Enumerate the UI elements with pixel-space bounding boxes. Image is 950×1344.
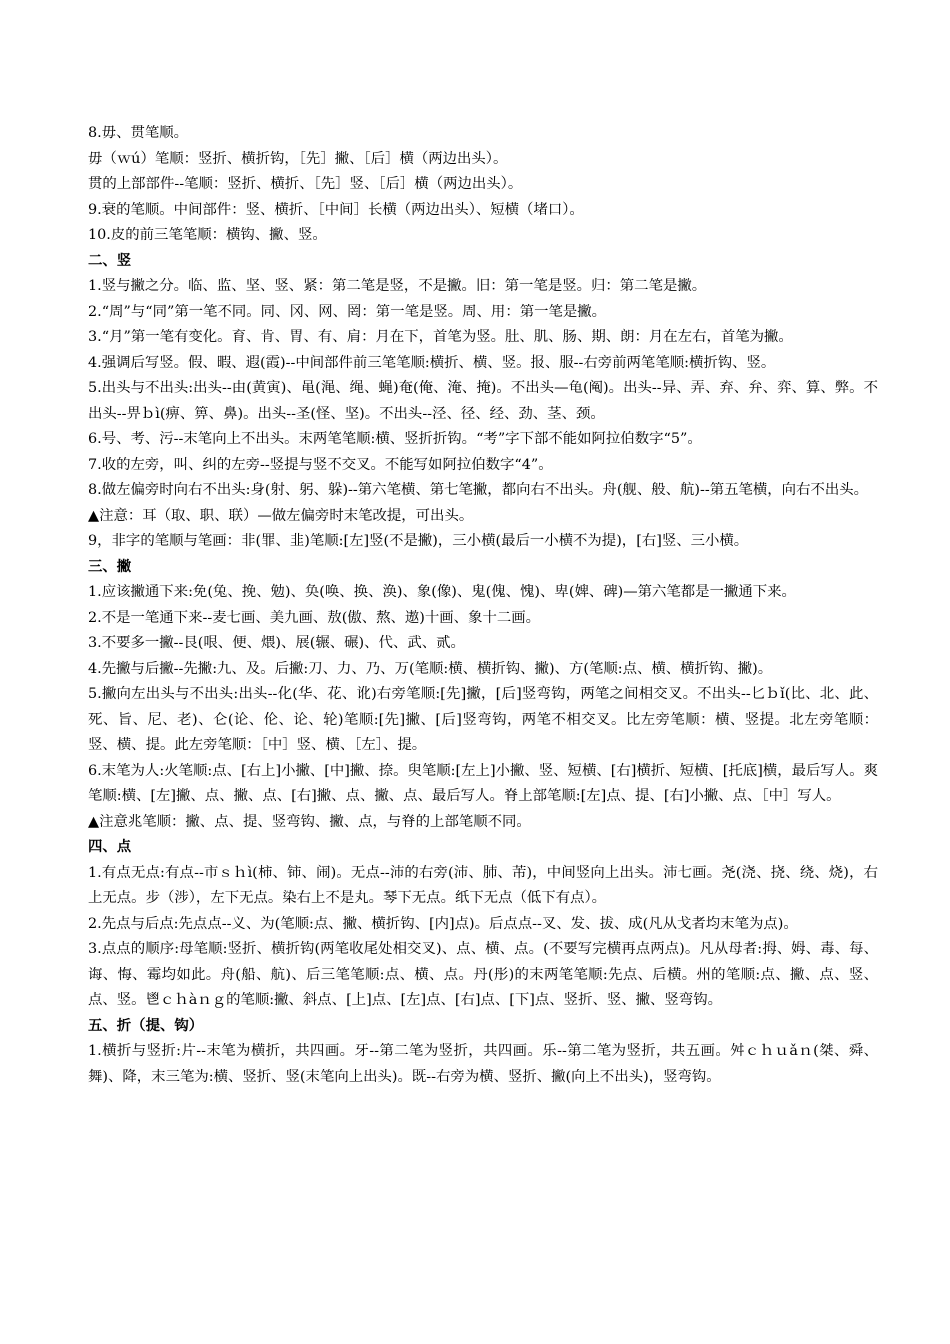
paragraph-dian-3: 3.点点的顺序:母笔顺:竖折、横折钩(两笔收尾处相交叉)、点、横、点。(不要写完横再点两点)。凡从母者:拇、姆、毒、每、诲、悔、霉均如此。舟(船、航)、后三笔笔顺:点、横、点。丹(彤)的末两笔笔顺:先点、后横。州的笔顺:点、撇、点、竖、点、竖。鬯ｃｈàｎｇ的笔顺:撇、斜点、[上]点、[左]点、[右]点、[下]点、竖折、竖、撇、竖弯钩。 <box>88 941 878 1008</box>
paragraph-dian-2: 2.先点与后点:先点点--义、为(笔顺:点、撇、横折钩、[内]点)。后点点--叉、发、拔、成(凡从戈者均末笔为点)。 <box>88 915 798 932</box>
paragraph-shu-8: 8.做左偏旁时向右不出头:身(射、躬、躲)--第六笔横、第七笔撇，都向右不出头。舟(舰、般、航)--第五笔横，向右不出头。 <box>88 482 869 498</box>
paragraph-shu-3: 3.“月”第一笔有变化。育、肯、胃、有、肩：月在下，首笔为竖。肚、肌、肠、期、朗：月在左右，首笔为撇。 <box>88 329 793 345</box>
section-heading-dian: 四、点 <box>88 839 132 855</box>
paragraph-dian-1: 1.有点无点:有点--市ｓｈì(柿、铈、闹)。无点--沛的右旁(沛、肺、芾)，中间竖向上出头。沛七画。尧(浇、挠、绕、烧)，右上无点。步（涉），左下无点。染右上不是丸。琴下无点。纸下无点（低下有点）。 <box>88 864 878 906</box>
paragraph-pie-3: 3.不要多一撇--艮(哏、便、煨)、展(辗、碾)、代、武、贰。 <box>88 635 465 651</box>
paragraph-shu-7: 7.收的左旁，叫、纠的左旁--竖提与竖不交叉。不能写如阿拉伯数字“4”。 <box>88 456 553 473</box>
paragraph-shu-4: 4.强调后写竖。假、暇、遐(霞)--中间部件前三笔笔顺:横折、横、竖。报、服--右旁前两笔笔顺:横折钩、竖。 <box>88 354 776 371</box>
note-er: ▲注意：耳（取、职、联）—做左偏旁时末笔改提，可出头。 <box>88 507 474 524</box>
section-heading-pie: 三、撇 <box>88 558 132 575</box>
paragraph-pie-4: 4.先撇与后撇--先撇:九、及。后撇:刀、力、乃、万(笔顺:横、横折钩、撇)、方(笔顺:点、横、横折钩、撇)。 <box>88 660 773 677</box>
section-heading-zhe: 五、折（提、钩） <box>88 1017 204 1034</box>
paragraph-8-wu-guan: 8.毋、贯笔顺。 <box>88 125 189 141</box>
paragraph-shu-9: 9，非字的笔顺与笔画：非(罪、韭)笔顺:[左]竖(不是撇)，三小横(最后一小横不为提)，[右]竖、三小横。 <box>88 533 749 549</box>
paragraph-9-shuai: 9.衰的笔顺。中间部件：竖、横折、［中间］长横（两边出头）、短横（堵口）。 <box>88 201 584 218</box>
paragraph-pie-2: 2.不是一笔通下来--麦七画、美九画、敖(傲、熬、遨)十画、象十二画。 <box>88 609 541 626</box>
paragraph-shu-1: 1.竖与撇之分。临、监、坚、竖、紧：第二笔是竖，不是撇。旧：第一笔是竖。归：第二笔是撇。 <box>88 278 707 294</box>
paragraph-wu-stroke-order: 毋（ｗú）笔顺：竖折、横折钩，［先］撇、［后］横（两边出头）。 <box>88 150 508 167</box>
paragraph-zhe-1: 1.横折与竖折:片--末笔为横折，共四画。牙--第二笔为竖折，共四画。乐--第二笔为竖折，共五画。舛ｃｈｕǎｎ(桀、舜、舞)、降，末三笔为:横、竖折、竖(末笔向上出头)。既--右旁为横、竖折、撇(向上不出头)，竖弯钩。 <box>88 1043 878 1085</box>
paragraph-pie-1: 1.应该撇通下来:免(兔、挽、勉)、奂(唤、换、涣)、象(像)、鬼(傀、愧)、卑(婢、碑)—第六笔都是一撇通下来。 <box>88 584 796 600</box>
paragraph-shu-6: 6.号、考、污--末笔向上不出头。末两笔笔顺:横、竖折折钩。“考”字下部不能如阿拉伯数字“5”。 <box>88 431 702 447</box>
paragraph-guan-stroke-order: 贯的上部部件--笔顺：竖折、横折、［先］竖、［后］横（两边出头）。 <box>88 176 523 192</box>
paragraph-shu-5: 5.出头与不出头:出头--由(黄寅)、黾(渑、绳、蝇)奄(俺、淹、掩)。不出头—龟(阄)。出头--异、弄、弃、弁、弈、算、弊。不出头--畀ｂì(痹、箅、鼻)。出头--圣(怪、坚)。不出头--泾、径、经、劲、茎、颈。 <box>88 380 878 422</box>
paragraph-pie-6: 6.末笔为人:火笔顺:点、[右上]小撇、[中]撇、捺。臾笔顺:[左上]小撇、竖、短横、[右]横折、短横、[托底]横，最后写人。爽笔顺:横、[左]撇、点、撇、点、[右]撇、点、撇、点、最后写人。脊上部笔顺:[左]点、提、[右]小撇、点、［中］写人。 <box>88 762 878 804</box>
note-zhao: ▲注意兆笔顺：撇、点、提、竖弯钩、撇、点，与脊的上部笔顺不同。 <box>88 813 531 830</box>
paragraph-shu-2: 2.“周”与“同”第一笔不同。同、冈、网、罔：第一笔是竖。周、用：第一笔是撇。 <box>88 303 607 320</box>
document-page <box>88 121 878 1090</box>
section-heading-shu: 二、竖 <box>88 252 132 269</box>
paragraph-pie-5: 5.撇向左出头与不出头:出头--化(华、花、讹)右旁笔顺:[先]撇，[后]竖弯钩，两笔之间相交叉。不出头--匕ｂǐ(比、北、此、死、旨、尼、老)、仑(论、伦、论、轮)笔顺:[先]撇、[后]竖弯钩，两笔不相交叉。比左旁笔顺：横、竖提。北左旁笔顺：竖、横、提。此左旁笔顺：［中］竖、横、［左］、提。 <box>88 686 878 753</box>
paragraph-10-pi: 10.皮的前三笔笔顺：横钩、撇、竖。 <box>88 227 327 243</box>
